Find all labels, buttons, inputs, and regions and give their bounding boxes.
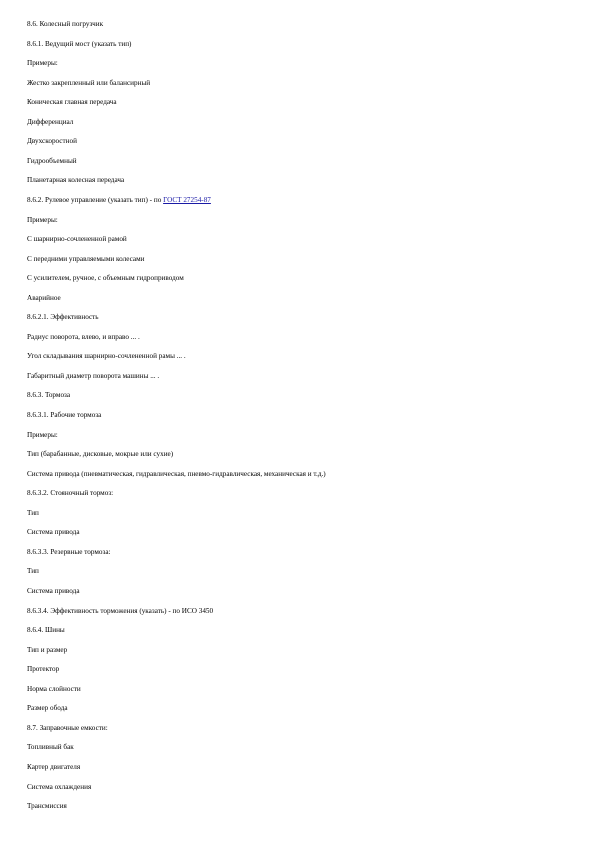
line-text: Норма слойности — [27, 684, 81, 693]
text-line — [27, 118, 73, 127]
line-text: Система охлаждения — [27, 782, 92, 791]
text-line — [27, 743, 74, 752]
line-text: 8.6.1. Ведущий мост (указать тип) — [27, 39, 132, 48]
text-line — [27, 391, 70, 400]
line-text: С шарнирно-сочлененной рамой — [27, 235, 127, 244]
line-text: Габаритный диаметр поворота машины ... . — [27, 371, 160, 380]
text-line — [27, 763, 80, 772]
text-line — [27, 450, 173, 459]
text-line — [27, 294, 61, 303]
text-line — [27, 724, 108, 733]
standard-link[interactable]: ГОСТ 27254-87 — [163, 196, 211, 204]
text-line — [27, 274, 184, 283]
text-line — [27, 646, 67, 655]
text-line — [27, 548, 111, 557]
text-line — [27, 509, 39, 518]
text-line — [27, 235, 127, 244]
line-text: Топливный бак — [27, 743, 74, 752]
text-line — [27, 704, 68, 713]
text-line — [27, 59, 58, 68]
line-text: С передними управляемыми колесами — [27, 254, 145, 263]
line-text: Угол складывания шарнирно-сочлененной рамы ... . — [27, 352, 186, 361]
line-text: Радиус поворота, влево, и вправо ... . — [27, 332, 140, 341]
line-text: Гидрообъемный — [27, 156, 77, 165]
text-line — [27, 196, 211, 205]
line-text: 8.6.3. Тормоза — [27, 391, 71, 400]
text-line — [27, 783, 91, 792]
text-line — [27, 313, 99, 322]
text-line — [27, 489, 113, 498]
text-line — [27, 216, 58, 225]
line-text: Планетарная колесная передача — [27, 176, 125, 185]
line-text: Картер двигателя — [27, 762, 81, 771]
text-line — [27, 411, 101, 420]
text-line — [27, 157, 77, 166]
line-text: 8.6.3.3. Резервные тормоза: — [27, 547, 111, 556]
text-line — [27, 665, 59, 674]
line-text: 8.6. Колесный погрузчик — [27, 20, 104, 28]
text-line — [27, 372, 159, 381]
line-text: Аварийное — [27, 293, 61, 302]
line-text: Размер обода — [27, 704, 68, 713]
line-text: 8.6.3.2. Стояночный тормоз: — [27, 489, 114, 498]
line-text: 8.6.3.1. Рабочие тормоза — [27, 411, 102, 419]
text-line — [27, 626, 65, 635]
line-text: Двухскоростной — [27, 137, 77, 146]
line-text: Тип и размер — [27, 645, 68, 654]
text-line — [27, 431, 58, 440]
text-line — [27, 685, 81, 694]
line-text: 8.6.4. Шины — [27, 626, 65, 635]
line-text: С усилителем, ручное, с объемным гидроприводом — [27, 274, 184, 283]
text-line — [27, 528, 80, 537]
line-text: Протектор — [27, 665, 60, 674]
line-text: 8.6.2. Рулевое управление (указать тип) - по — [27, 196, 164, 204]
line-text: Тип — [27, 567, 39, 576]
text-line — [27, 176, 124, 185]
line-text: Система привода — [27, 587, 80, 595]
text-line — [27, 137, 77, 146]
line-text: Трансмиссия — [27, 802, 67, 810]
text-line — [27, 587, 80, 596]
line-text: Коническая главная передача — [27, 98, 117, 107]
line-text: 8.7. Заправочные емкости: — [27, 723, 108, 732]
text-line — [27, 255, 144, 264]
text-line — [27, 333, 140, 342]
line-text: Тип — [27, 508, 39, 517]
line-text: Примеры: — [27, 215, 58, 224]
text-line — [27, 79, 150, 88]
text-line — [27, 40, 131, 49]
text-line — [27, 98, 117, 107]
line-text: Система привода — [27, 528, 80, 537]
text-line — [27, 607, 213, 616]
line-text: Жестко закрепленный или балансирный — [27, 78, 151, 87]
line-text: Примеры: — [27, 59, 58, 68]
text-line — [27, 352, 186, 361]
line-text: Дифференциал — [27, 117, 74, 126]
line-text: Тип (барабанные, дисковые, мокрые или сухие) — [27, 450, 174, 459]
text-line — [27, 20, 103, 29]
line-text: Примеры: — [27, 430, 58, 439]
text-line — [27, 470, 326, 479]
line-text: 8.6.3.4. Эффективность торможения (указать) - по ИСО 3450 — [27, 606, 214, 615]
line-text: Система привода (пневматическая, гидравлическая, пневмо-гидравлическая, механическая и т.д.) — [27, 469, 326, 478]
text-line — [27, 802, 67, 811]
text-line — [27, 567, 39, 576]
line-text: 8.6.2.1. Эффективность — [27, 313, 99, 322]
